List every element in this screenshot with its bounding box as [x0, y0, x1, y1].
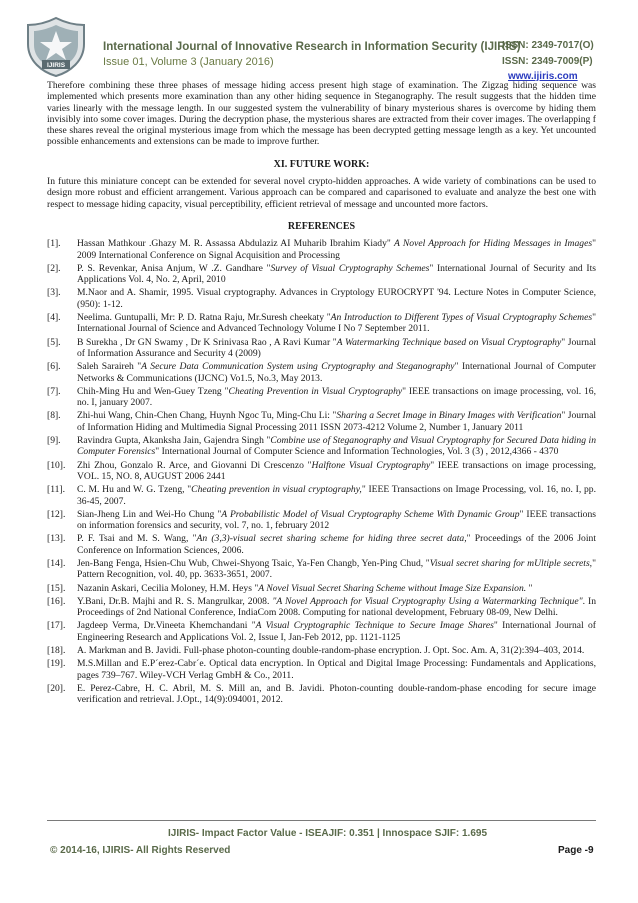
reference-text: " Proceedings of the 2006 Joint Conference on Information Sciences, 2006.	[77, 533, 596, 556]
reference-item	[47, 287, 596, 310]
reference-text: Neelima. Guntupalli, Mr: P. D. Ratna Raju, Mr.Suresh cheekaty "	[77, 312, 331, 324]
reference-title: A Watermarking Technique based on Visual Cryptography	[336, 336, 562, 348]
reference-number: [5].	[47, 336, 61, 348]
reference-number: [6].	[47, 361, 61, 373]
issn-print: ISSN: 2349-7009(P)	[502, 56, 593, 67]
reference-text: B Surekha , Dr GN Swamy , Dr K Srinivasa Rao , A Ravi Kumar "	[77, 336, 337, 348]
reference-text: Sian-Jheng Lin and Wei-Ho Chung "	[77, 508, 222, 520]
reference-item	[47, 645, 596, 656]
reference-text: " International Journal of Security and Its Applications Vol. 4, No. 2, April, 2010	[77, 262, 596, 286]
reference-text: " IEEE transactions on information forensics and security, vol. 7, no. 1, february 2012	[77, 508, 597, 532]
reference-text: A. Markman and B. Javidi. Full-phase photon-counting double-random-phase encryption. J. Opt. Soc. Am. A, 31(2):394–403, 2014.	[77, 645, 585, 657]
reference-number: [9].	[47, 435, 61, 447]
reference-number: [20].	[47, 682, 66, 694]
reference-text: C. M. Hu and W. G. Tzeng, "	[77, 484, 192, 496]
page-content	[47, 80, 596, 708]
reference-number: [7].	[47, 385, 61, 397]
issn-online: ISSN: 2349-7017(O)	[502, 40, 594, 51]
future-work-paragraph: In future this miniature concept can be extended for several novel crypto-hidden approaches. A wide variety of combinations can be used to design more robust and efficient arrangement. Various approach can be compared and caparisoned to evaluate and analyze the best one with respect to message hiding capacity, visual perceptibility, efficient retrieval of message and uncounted more factors.	[47, 176, 596, 210]
reference-number: [13].	[47, 533, 66, 545]
reference-text: " International Journal of Engineering Research and Applications Vol. 2, Issue I, Jan-Feb 2012, pp. 1121-1125	[77, 620, 596, 643]
journal-title: International Journal of Innovative Research in Information Security (IJIRIS)	[103, 40, 521, 53]
reference-title: Sharing a Secret Image in Binary Images with Verification	[336, 410, 562, 422]
reference-text: E. Perez-Cabre, H. C. Abril, M. S. Mill an, and B. Javidi. Photon-counting double-random-phase encoding for secure image verification and retrieval. J.Opt., 14(9):094001, 2012.	[77, 682, 596, 706]
journal-website-link[interactable]: www.ijiris.com	[508, 71, 578, 82]
reference-title: A Secure Data Communication System using Cryptography and Steganography	[141, 361, 455, 373]
reference-text: Jagdeep Verma, Dr.Vineeta Khemchandani "	[77, 620, 256, 632]
reference-text: " IEEE transactions on image processing, VOL. 15, NO. 8, AUGUST 2006 2441	[77, 459, 596, 482]
reference-text: " International Journal of Computer Networks & Communications (IJCNC) Vo1.5, No.3, May 2013.	[77, 361, 596, 384]
reference-number: [15].	[47, 582, 66, 594]
reference-text: Zhi Zhou, Gonzalo R. Arce, and Giovanni Di Crescenzo "	[77, 459, 312, 471]
reference-number: [16].	[47, 595, 66, 607]
future-work-heading: XI. FUTURE WORK:	[273, 158, 370, 170]
reference-title: "A Novel Approach for Visual Cryptography Using a Watermarking Technique"	[272, 595, 583, 607]
reference-item	[47, 238, 596, 261]
intro-paragraph: Therefore combining these three phases of message hiding access present high stage of examination. The Zigzag hiding sequence was implemented which presents more examination than any other hiding sequence in Steganography. The result suggests that the hidden time varies linearly with the message length. In our suggested system the vulnerability of binary mysterious shares is overcome by hiding them invisibly into some cover images. During the decryption phase, the mysterious shares are extracted from their cover images. The overlapping f these shares reveal the original mysterious image from which the message has been decrypted getting message length as a key. Yet uncounted possible enhancements and extensions can be made to improve further.	[47, 80, 596, 148]
reference-title: A Novel Visual Secret Sharing Scheme without Image Size Expansion.	[258, 582, 527, 594]
reference-text: " International Journal of Computer Science and Information Technologies, Vol. 3 (3) , 2012,4366 - 4370	[155, 446, 559, 458]
reference-text: " Journal of Information Assurance and Security 4 (2009)	[77, 336, 597, 359]
reference-title: Cheating Prevention in Visual Cryptography	[228, 385, 403, 397]
reference-number: [12].	[47, 508, 66, 520]
reference-text: . In Proceedings of 2nd National Conference, IndiaCom 2008. Computing for national development, February 08-09, New Delhi.	[77, 595, 596, 619]
reference-item	[47, 312, 596, 335]
reference-item	[47, 435, 596, 458]
reference-item	[47, 337, 596, 360]
reference-title: Visual secret sharing for mUltiple secrets,	[429, 557, 593, 569]
reference-number: [18].	[47, 645, 66, 657]
page-header	[0, 0, 638, 80]
reference-title: Survey of Visual Cryptography Schemes	[270, 262, 430, 274]
journal-logo	[24, 16, 88, 78]
reference-title: A Visual Cryptographic Technique to Secure Image Shares	[255, 620, 494, 632]
reference-item	[47, 596, 596, 619]
footer-impact-factor: IJIRIS- Impact Factor Value - ISEAJIF: 0.351 | Innospace SJIF: 1.695	[168, 828, 488, 839]
reference-item	[47, 361, 596, 384]
reference-text: Hassan Mathkour .Ghazy M. R. Assassa Abdulaziz AI Muharib Ibrahim Kiady"	[77, 238, 394, 250]
page-number: Page -9	[558, 845, 594, 856]
reference-text: P. S. Revenkar, Anisa Anjum, W .Z. Gandhare "	[77, 262, 271, 274]
reference-number: [14].	[47, 557, 66, 569]
reference-text: "	[526, 582, 533, 594]
reference-number: [17].	[47, 620, 66, 632]
reference-text: " IEEE Transactions on Image Processing, vol. 16, no. I, pp. 36-45, 2007.	[77, 484, 596, 507]
reference-text: Saleh Saraireh "	[77, 361, 142, 373]
reference-item	[47, 658, 596, 681]
reference-item	[47, 386, 596, 409]
references-list	[47, 238, 596, 705]
reference-item	[47, 484, 596, 507]
reference-title: Combine use of Steganography and Visual Cryptography for Secured Data hiding in Computer Forensics	[77, 435, 596, 458]
footer-copyright: © 2014-16, IJIRIS- All Rights Reserved	[50, 845, 231, 856]
reference-item	[47, 533, 596, 556]
reference-number: [10].	[47, 459, 66, 471]
reference-text: P. F. Tsai and M. S. Wang, "	[77, 533, 197, 545]
reference-text: " International Journal of Science and Advanced Technology Volume I No 7 September 2011.	[77, 312, 596, 335]
reference-item	[47, 683, 596, 706]
reference-title: An Introduction to Different Types of Visual Cryptography Schemes	[330, 312, 593, 324]
reference-text: " 2009 International Conference on Signal Acquisition and Processing	[77, 238, 596, 261]
reference-text: " Journal of Information Hiding and Multimedia Signal Processing 2011 ISSN 2073-4212 Volume 2, Number 1, January 2011	[77, 410, 596, 433]
reference-number: [19].	[47, 658, 66, 670]
reference-text: " IEEE transactions on image processing, vol. 16, no. I, january 2007.	[77, 385, 596, 409]
reference-text: " Pattern Recognition, vol. 40, pp. 3633-3651, 2007.	[77, 557, 597, 581]
reference-text: Chih-Ming Hu and Wen-Guey Tzeng "	[77, 385, 229, 397]
reference-text: Y.Bani, Dr.B. Majhi and R. S. Mangrulkar, 2008.	[77, 595, 273, 607]
reference-text: Zhi-hui Wang, Chin-Chen Chang, Huynh Ngoc Tu, Ming-Chu Li: "	[77, 410, 337, 422]
footer-divider	[47, 820, 596, 821]
reference-text: Jen-Bang Fenga, Hsien-Chu Wub, Chwei-Shyong Tsaic, Ya-Fen Changb, Yen-Ping Chud, "	[77, 557, 430, 569]
reference-title: A Probabilistic Model of Visual Cryptography Scheme With Dynamic Group	[221, 508, 520, 520]
reference-item	[47, 460, 596, 483]
reference-text: Ravindra Gupta, Akanksha Jain, Gajendra Singh "	[77, 435, 271, 447]
reference-text: M.Naor and A. Shamir, 1995. Visual cryptography. Advances in Cryptology EUROCRYPT '94. Lecture Notes in Computer Science, (950): 1-12.	[77, 287, 596, 310]
reference-number: [2].	[47, 262, 61, 274]
journal-volume: Issue 01, Volume 3 (January 2016)	[103, 56, 274, 68]
reference-number: [1].	[47, 238, 61, 250]
reference-number: [3].	[47, 287, 61, 299]
reference-item	[47, 583, 596, 594]
reference-title: An (3,3)-visual secret sharing scheme for hiding three secret data,	[196, 533, 467, 545]
reference-text: Nazanin Askari, Cecilia Moloney, H.M. Heys "	[77, 582, 259, 594]
references-heading: REFERENCES	[287, 220, 356, 232]
reference-item	[47, 558, 596, 581]
reference-item	[47, 263, 596, 286]
reference-number: [4].	[47, 312, 61, 324]
reference-title: Halftone Visual Cryptography	[311, 459, 431, 471]
reference-text: M.S.Millan and E.P´erez-Cabr´e. Optical data encryption. In Optical and Digital Image Processing: Fundamentals and Applications, pages 739–767. Wiley-VCH Verlag GmbH & Co., 2011.	[77, 658, 596, 681]
reference-title: Cheating prevention in visual cryptography,	[191, 484, 362, 496]
reference-item	[47, 410, 596, 433]
reference-item	[47, 620, 596, 643]
reference-number: [8].	[47, 410, 61, 422]
reference-number: [11].	[47, 484, 66, 496]
reference-item	[47, 509, 596, 532]
reference-title: A Novel Approach for Hiding Messages in Images	[394, 238, 593, 250]
logo-text: IJIRIS	[46, 62, 66, 69]
